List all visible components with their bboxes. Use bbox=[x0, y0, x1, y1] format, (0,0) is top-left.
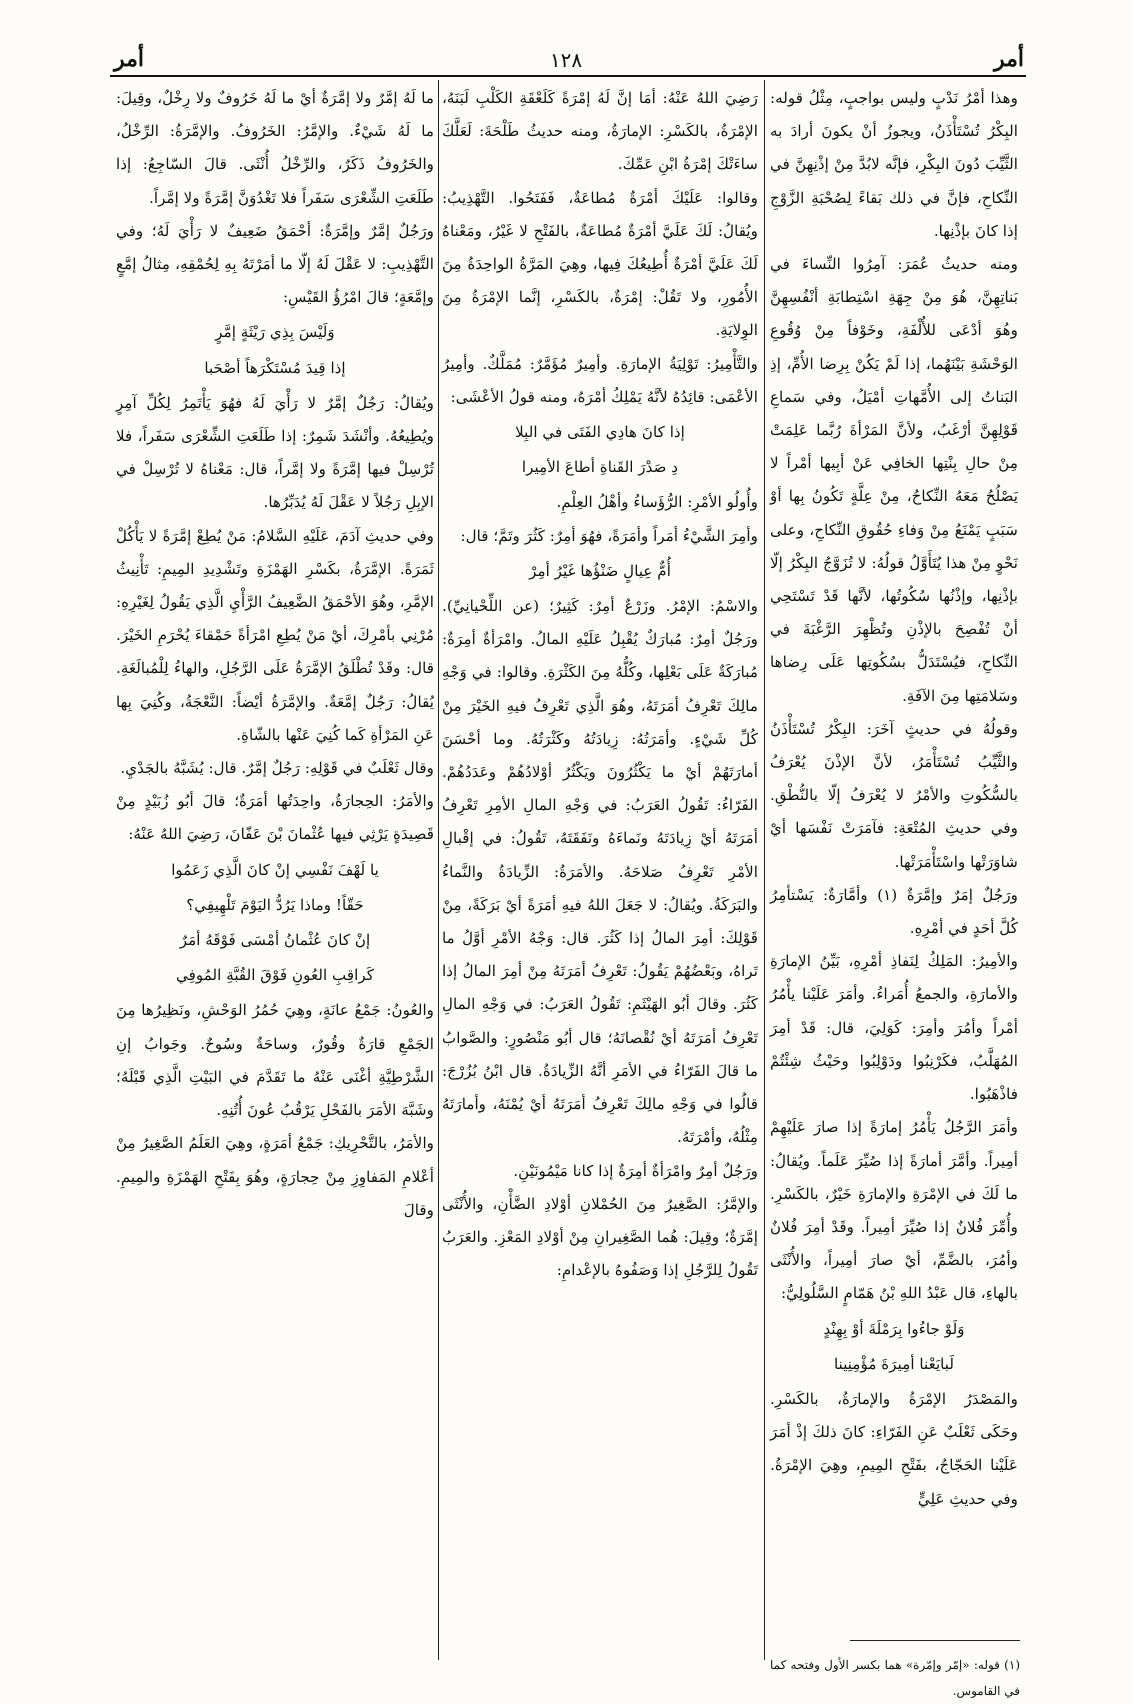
paragraph: والاسْمُ: الإمْرُ. وزَرْعٌ أمِرٌ: كَثِيرٌ؛ (عن اللِّحْيانِيِّ). ورَجُلٌ أمِرٌ: مُبارَكٌ يُقْبِلُ عَلَيْهِ المالُ. وامْرَأةٌ أمِرَةٌ: مُبارَكَةٌ عَلَى بَعْلِها، وكُلُّهُ مِنَ الكَثْرَةِ. وقالوا: في وَجْهِ مالِكَ تَعْرِفُ أمَرَتَهُ، وهُوَ الَّذِي تَعْرِفُ فيهِ الخَيْرَ مِنْ كُلِّ شَيْءٍ. وأمَرَتُهُ: زِيادَتُهُ وكَثْرَتُهُ. وما أحْسَنَ أمارَتَهُمْ أيْ ما يَكْثُرُونَ ويَكْثُرُ أوْلادُهُمْ وعَدَدُهُمْ. الفَرّاءُ: تَقُولُ العَرَبُ: في وَجْهِ المالِ الأمِرِ تَعْرِفُ أمَرَتَهُ أيْ زِيادَتَهُ ونَماءَهُ ونَفَقَتَهُ، تَقُولُ: في إقْبالِ الأمْرِ تَعْرِفُ صَلاحَهُ. والأمَرَةُ: الزِّيادَةُ والنَّماءُ والبَرَكَةُ. ويُقالُ: لا جَعَلَ اللهُ فيهِ أمَرَةً أيْ بَرَكَةً، مِنْ قَوْلِكَ: أمِرَ المالُ إذا كَثُرَ. قال: وَجْهُ الأمْرِ أوَّلُ ما تَراهُ، وبَعْضُهُمْ يَقُولُ: تَعْرِفُ أمَرَتَهُ مِنْ أمِرَ المالُ إذا كَثُرَ. وقالَ أبُو الهَيْثَمِ: تَقُولُ العَرَبُ: في وَجْهِ المالِ تَعْرِفُ أمَرَتَهُ أيْ نُقْصانَهُ؛ قال أبُو مَنْصُورٍ: والصَّوابُ ما قالَ الفَرّاءُ في الأمَرِ أنَّهُ الزِّيادَةُ. قال ابْنُ بُزُرْجَ: قالُوا في وَجْهِ مالِكَ تَعْرِفُ أمَرَتَهُ أيْ يُمْنَهُ، وأمارَتَهُ مِثْلُهُ، وأمْرَتَهُ. bbox=[442, 597, 758, 1147]
verse-line: كَراقِبِ العُونِ فَوْقَ القُبَّةِ المُوفِي bbox=[175, 966, 375, 985]
running-headword-right: أمر bbox=[993, 46, 1024, 72]
paragraph: وقالوا: عَلَيْكَ أمْرَةٌ مُطاعَةٌ، فَفَتَحُوا. التَّهْذِيبُ: ويُقالُ: لَكَ عَلَيَّ أمْرَةٌ مُطاعَةٌ، بالفَتْحِ لا غَيْرُ، ومَعْناهُ لَكَ عَلَيَّ أمْرَةٌ أُطِيعُكَ فِيها، وهِيَ المَرَّةُ الواحِدَةُ مِنَ الأُمُورِ، ولا تَقُلْ: إمْرَةٌ، بالكَسْرِ، إنَّما الإمْرَةُ مِنَ الوِلايَةِ. bbox=[442, 188, 758, 340]
footnote: (١) قوله: «إمّر وإمّرة» هما بكسر الأول وفتحه كما في القاموس. bbox=[770, 1658, 1020, 1698]
verse-line: وَلَوْ جاءُوا بِرَمْلَةَ أوْ بِهِنْدٍ bbox=[823, 1319, 965, 1338]
paragraph: والعُونُ: جَمْعُ عانَةٍ، وهِيَ حُمُرُ الوَحْشِ، ونَظِيرُها مِنَ الجَمْعِ قارَةٌ وقُورٌ، وساحَةٌ وسُوحٌ. وجَوابُ إنِ الشَّرْطِيَّةِ أغْنَى عَنْهُ ما تَقَدَّمَ في البَيْتِ الَّذِي قَبْلَهُ؛ وشَبَّهَ الأمَرَ بالفَحْلِ يَرْقُبُ عُونَ أُتُنِهِ. bbox=[116, 1001, 434, 1120]
verse-line: حَقّاً! وماذا يَرُدُّ اليَوْمَ تَلْهِيفِي؟ bbox=[186, 895, 364, 914]
paragraph: وأُولُو الأمْرِ: الرُّؤَساءُ وأهْلُ العِلْمِ. bbox=[556, 493, 758, 512]
verse-line: إذا كانَ هادِي الفَتَى في البِلا bbox=[515, 423, 685, 442]
verse-line: لَبايَعْنا أمِيرَةَ مُؤْمِنِينا bbox=[833, 1354, 955, 1373]
paragraph: والأمَرُ: الحِجارَةُ، واحِدَتُها أمَرَةٌ؛ قالَ أبُو زُبَيْدٍ مِنْ قَصِيدَةٍ يَرْثِي فيها عُثْمانَ بْنَ عَفّانَ، رَضِيَ اللهُ عَنْهُ: bbox=[116, 792, 434, 844]
column-middle bbox=[442, 82, 758, 1287]
column-left bbox=[116, 82, 434, 1227]
paragraph: والأمَرُ، بالتَّحْرِيكِ: جَمْعُ أمَرَةٍ، وهِيَ العَلَمُ الصَّغِيرُ مِنْ أعْلامِ المَفاوِزِ مِنْ حِجارَةٍ، وهُوَ بِفَتْحِ الهَمْزَةِ والمِيمِ. وقالَ bbox=[116, 1134, 434, 1219]
paragraph: وقولُهُ في حديثٍ آخَرَ: البِكْرُ تُسْتَأْذَنُ والثَّيِّبُ تُسْتَأْمَرُ، لأنَّ الإذْنَ يُعْرَفُ بالسُّكُوتِ والأمْرُ لا يُعْرَفُ إلّا بالنُّطْقِ. وفي حديثِ المُتْعَةِ: فآمَرَتْ نَفْسَها أيْ شاوَرَتْها واسْتَأْمَرَتْها. bbox=[770, 719, 1018, 871]
paragraph: والإمَّرُ: الصَّغِيرُ مِنَ الحُمْلانِ أوْلادِ الضَّأْنِ، والأُنْثَى إمَّرَةٌ؛ وقِيلَ: هُما الصَّغِيرانِ مِنْ أوْلادِ المَعْزِ. والعَرَبُ تَقُولُ لِلرَّجُلِ إذا وَصَفُوهُ بالإعْدامِ: bbox=[442, 1194, 758, 1280]
paragraph: رَضِيَ اللهُ عَنْهُ: أمَا إنَّ لَهُ إمْرَةً كَلَعْقَةِ الكَلْبِ لَبَنَهُ، الإمْرَةُ، بالكَسْرِ: الإمارَةُ، ومنه حديثُ طَلْحَةَ: لَعَلَّكَ ساءَتْكَ إمْرَةُ ابْنِ عَمِّكَ. bbox=[442, 89, 758, 174]
column-divider bbox=[764, 80, 765, 1660]
column-divider bbox=[438, 80, 439, 1660]
paragraph: ويُقالُ: رَجُلٌ إمَّرٌ لا رَأْيَ لَهُ فهُوَ يَأْتَمِرُ لِكُلِّ آمِرٍ ويُطِيعُهُ. وأنْشَدَ شَمِرٌ: إذا طَلَعَتِ الشِّعْرَى سَفَراً، فلا تُرْسِلْ فيها إمَّرَةً ولا إمَّراً، قال: مَعْناهُ لا تُرْسِلْ في الإبِلِ رَجُلاً لا عَقْلَ لَهُ يُدَبِّرُها. bbox=[116, 393, 434, 512]
verse-line: إنْ كانَ عُثْمانُ أمْسَى فَوْقَهُ أمَرٌ bbox=[179, 931, 371, 950]
paragraph: وفي حديثِ آدَمَ، عَلَيْهِ السَّلامُ: مَنْ يُطِعْ إمَّرَةً لا يَأْكُلْ ثَمَرَةً. الإمَّرَةُ، بكَسْرِ الهَمْزَةِ وتَشْدِيدِ المِيمِ: تَأْنِيثُ الإمَّرِ، وهُوَ الأحْمَقُ الضَّعِيفُ الرَّأْيِ الَّذِي يَقُولُ لِغَيْرِهِ: مُرْنِي بأمْرِكَ، أيْ مَنْ يُطِعِ امْرَأةً حَمْقاءَ يُحْرَمِ الخَيْرَ. قال: وقَدْ تُطْلَقُ الإمَّرَةُ عَلَى الرَّجُلِ، والهاءُ لِلْمُبالَغَةِ. يُقالُ: رَجُلٌ إمَّعَةٌ. والإمَّرَةُ أيْضاً: النَّعْجَةُ، وكُنِيَ بِها عَنِ المَرْأةِ كَما كُنِيَ عَنْها بالشّاةِ. bbox=[116, 526, 434, 744]
paragraph: والمَصْدَرُ الإمْرَةُ والإمارَةُ، بالكَسْرِ. وحَكَى ثَعْلَبٌ عَنِ الفَرّاءِ: كانَ ذلكَ إذْ أمَرَ عَلَيْنا الحَجّاجُ، بفَتْحِ المِيمِ، وهِيَ الإمْرَةُ. وفي حديثِ عَلِيٍّ bbox=[770, 1389, 1018, 1508]
paragraph: وأمِرَ الشَّيْءُ أمَراً وأمَرَةً، فهُوَ أمِرٌ: كَثُرَ وتَمَّ؛ قال: bbox=[460, 526, 758, 545]
paragraph: والأمِيرُ: المَلِكُ لِنَفاذِ أمْرِهِ، بَيِّنُ الإمارَةِ والأمارَةِ، والجمعُ أُمَراءُ. وأمَرَ عَلَيْنا يأْمُرُ أمْراً وأمُرَ وأمِرَ: كَوَلِيَ، قال: قَدْ أمِرَ المُهَلَّبُ، فكَرْنِبُوا ودَوْلِبُوا وحَيْثُ شِئْتُمْ فاذْهَبُوا. bbox=[770, 952, 1018, 1104]
paragraph: ما لَهُ إمَّرٌ ولا إمَّرَةٌ أيْ ما لَهُ خَرُوفٌ ولا رِخْلٌ، وقِيلَ: ما لَهُ شَيْءٌ. والإمَّرُ: الخَرُوفُ. والإمَّرَةُ: الرِّخْلُ، والخَرُوفُ ذَكَرٌ، والرِّخْلُ أُنْثَى. قالَ السّاجِعُ: إذا طَلَعَتِ الشِّعْرَى سَفَراً فلا تَغْدُوَنَّ إمَّرَةً ولا إمَّراً. bbox=[116, 89, 434, 207]
paragraph: ورَجُلٌ إمَّرٌ وإمَّرَةٌ: أحْمَقُ ضَعِيفٌ لا رَأْيَ لَهُ؛ وفي التَّهْذِيبِ: لا عَقْلَ لَهُ إلّا ما أمَرْتَهُ بِهِ لِحُمْقِهِ، مِثالُ إمَّعٍ وإمَّعَةٍ؛ قالَ امْرُؤُ القَيْسِ: bbox=[116, 221, 434, 307]
verse-line: وَلَيْسَ بِذِي رَيْثَةٍ إمَّرٍ bbox=[215, 323, 335, 342]
verse-line: إذا قِيدَ مُسْتَكْرَهاً أصْحَبا bbox=[204, 358, 346, 377]
footnote-rule bbox=[850, 1640, 1020, 1641]
verse-line: يا لَهْفَ نَفْسِي إنْ كانَ الَّذِي زَعَمُوا bbox=[171, 860, 379, 879]
paragraph: وقال ثَعْلَبٌ في قَوْلِهِ: رَجُلٌ إمَّرٌ. قال: يُشَبَّهُ بالجَدْيِ. bbox=[120, 759, 434, 778]
page-number: ١٢٨ bbox=[549, 48, 583, 72]
running-headword-left: أمر bbox=[114, 46, 145, 72]
paragraph: ومنه حديثُ عُمَرَ: آمِرُوا النِّساءَ في بَناتِهِنَّ، هُوَ مِنْ جِهَةِ اسْتِطابَةِ أنْفُسِهِنَّ وهُوَ أدْعَى للأُلْفَةِ، وخَوْفاً مِنْ وُقُوعِ الوَحْشَةِ بَيْنَهُما، إذا لَمْ يَكُنْ بِرِضا الأُمِّ، إذِ البَناتُ إلى الأُمَّهاتِ أمْيَلُ، وفي سَماعِ قَوْلِهِنَّ أرْغَبُ، ولأنَّ المَرْأةَ رُبَّما عَلِمَتْ مِنْ حالِ بِنْتِها الخافِي عَنْ أبِيها أمْراً لا يَصْلُحُ مَعَهُ النِّكاحُ، مِنْ عِلَّةٍ تَكُونُ بِها أوْ سَبَبٍ يَمْنَعُ مِنْ وَفاءِ حُقُوقِ النِّكاحِ، وعلى نَحْوٍ مِنْ هذا يُتَأَوَّلُ قولُهُ: لا تُزَوَّجُ البِكْرُ إلّا بإذْنِها، وإذْنُها سُكُوتُها، لأنَّها قَدْ تَسْتَحِي أنْ تُفْصِحَ بالإذْنِ وتُظْهِرَ الرَّغْبَةَ في النِّكاحِ، فيُسْتَدَلُّ بسُكُوتِها عَلَى رِضاها وسَلامَتِها مِنَ الآفَةِ. bbox=[770, 255, 1018, 705]
header-rule bbox=[110, 75, 1026, 77]
column-right bbox=[770, 82, 1018, 1516]
paragraph: وأمَرَ الرَّجُلُ يَأْمُرُ إمارَةً إذا صارَ عَلَيْهِمْ أمِيراً. وأمَّرَ أمارَةً إذا صُيِّرَ عَلَماً. ويُقالُ: ما لَكَ في الإمْرَةِ والإمارَةِ خَيْرٌ، بالكَسْرِ. وأُمِّرَ فُلانٌ إذا صُيِّرَ أمِيراً. وقَدْ أمِرَ فُلانٌ وأمُرَ، بالضَّمِّ، أيْ صارَ أمِيراً، والأُنْثَى بالهاءِ، قال عَبْدُ اللهِ بْنُ هَمّامٍ السَّلُولِيُّ: bbox=[770, 1118, 1018, 1303]
verse-line: دِ صَدْرَ القَناةِ أطاعَ الأمِيرا bbox=[521, 458, 679, 477]
paragraph: ورَجُلٌ إمَرٌ وإمَّرَةٌ (١) وأمَّارَةٌ: يَسْتأمِرُ كُلَّ أحَدٍ في أمْرِهِ. bbox=[770, 885, 1018, 938]
page-header bbox=[108, 44, 1024, 74]
paragraph: ورَجُلٌ أمِرٌ وامْرَأةٌ أمِرَةٌ إذا كانا مَيْمُونَيْنِ. bbox=[513, 1161, 758, 1180]
verse-line: أُمٌّ عِيالٍ ضَنْؤُها غَيْرُ أمِرْ bbox=[529, 561, 671, 580]
paragraph: وهذا أمْرُ نَدْبٍ وليس بواجبٍ، مِثْلُ قوله: البِكْرُ تُسْتَأْذَنُ، ويجوزُ أنْ يكونَ أرادَ به الثَّيِّبَ دُونَ البِكْرِ، فإنَّه لابُدَّ مِنْ إذْنِهِنَّ في النِّكاحِ، فإنَّ في ذلك بَقاءً لِصُحْبَةِ الزَّوْجِ إذا كانَ بإذْنِها. bbox=[770, 89, 1018, 240]
paragraph: والتَّأْمِيرُ: تَوْلِيَةُ الإمارَةِ. وأمِيرٌ مُؤَمَّرٌ: مُمَلَّكٌ. وأمِيرُ الأعْمَى: قائِدُهُ لأنَّهُ يَمْلِكُ أمْرَهُ، ومنه قولُ الأعْشَى: bbox=[442, 354, 758, 406]
